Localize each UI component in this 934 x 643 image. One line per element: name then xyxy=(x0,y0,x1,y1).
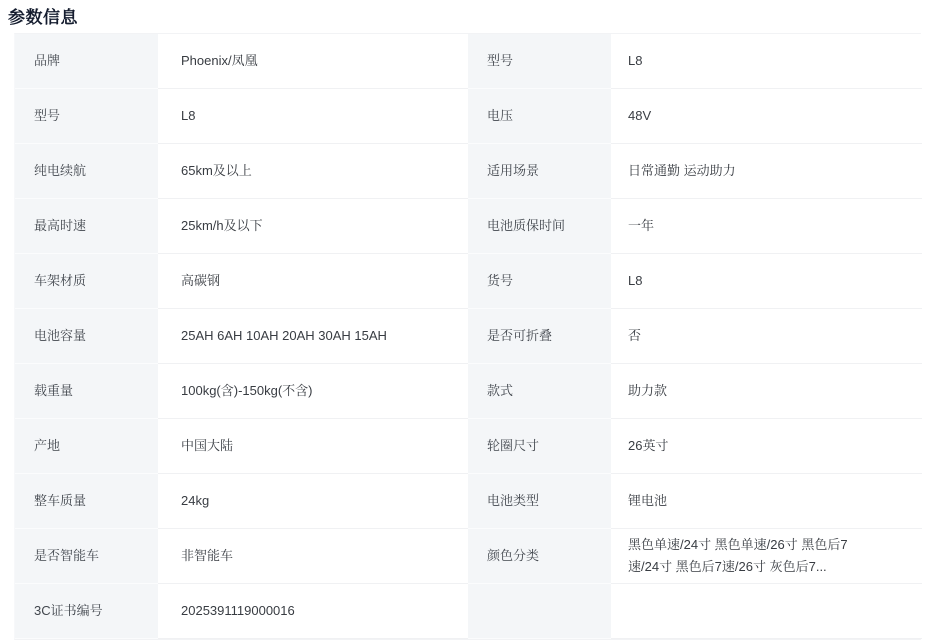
spec-value: 25km/h及以下 xyxy=(158,199,468,254)
spec-value xyxy=(611,584,922,639)
spec-value: L8 xyxy=(158,89,468,144)
spec-label: 适用场景 xyxy=(468,144,611,199)
spec-label: 款式 xyxy=(468,364,611,419)
spec-label: 3C证书编号 xyxy=(15,584,158,639)
spec-value: 65km及以上 xyxy=(158,144,468,199)
spec-label: 产地 xyxy=(15,419,158,474)
spec-label: 电池质保时间 xyxy=(468,199,611,254)
spec-value: 否 xyxy=(611,309,922,364)
spec-value: L8 xyxy=(611,254,922,309)
spec-label: 是否智能车 xyxy=(15,529,158,584)
spec-label: 最高时速 xyxy=(15,199,158,254)
spec-label: 载重量 xyxy=(15,364,158,419)
spec-value: 25AH 6AH 10AH 20AH 30AH 15AH xyxy=(158,309,468,364)
spec-value: 助力款 xyxy=(611,364,922,419)
spec-value: 26英寸 xyxy=(611,419,922,474)
spec-value: 中国大陆 xyxy=(158,419,468,474)
spec-label: 电池容量 xyxy=(15,309,158,364)
spec-table xyxy=(14,33,921,640)
spec-value: 24kg xyxy=(158,474,468,529)
spec-label: 整车质量 xyxy=(15,474,158,529)
spec-label: 型号 xyxy=(468,34,611,89)
spec-label: 品牌 xyxy=(15,34,158,89)
spec-value: 黑色单速/24寸 黑色单速/26寸 黑色后7速/24寸 黑色后7速/26寸 灰色后7... xyxy=(611,529,922,584)
spec-label: 货号 xyxy=(468,254,611,309)
spec-value: 48V xyxy=(611,89,922,144)
spec-value: 高碳钢 xyxy=(158,254,468,309)
spec-label xyxy=(468,584,611,639)
spec-label: 电压 xyxy=(468,89,611,144)
spec-label: 颜色分类 xyxy=(468,529,611,584)
page-title: 参数信息 xyxy=(8,8,78,27)
spec-label: 电池类型 xyxy=(468,474,611,529)
spec-value: L8 xyxy=(611,34,922,89)
spec-value: 2025391119000016 xyxy=(158,584,468,639)
spec-value: 100kg(含)-150kg(不含) xyxy=(158,364,468,419)
spec-value: Phoenix/凤凰 xyxy=(158,34,468,89)
spec-label: 车架材质 xyxy=(15,254,158,309)
spec-label: 是否可折叠 xyxy=(468,309,611,364)
spec-label: 轮圈尺寸 xyxy=(468,419,611,474)
spec-label: 纯电续航 xyxy=(15,144,158,199)
spec-value: 一年 xyxy=(611,199,922,254)
spec-value: 锂电池 xyxy=(611,474,922,529)
spec-value: 日常通勤 运动助力 xyxy=(611,144,922,199)
spec-label: 型号 xyxy=(15,89,158,144)
spec-value: 非智能车 xyxy=(158,529,468,584)
